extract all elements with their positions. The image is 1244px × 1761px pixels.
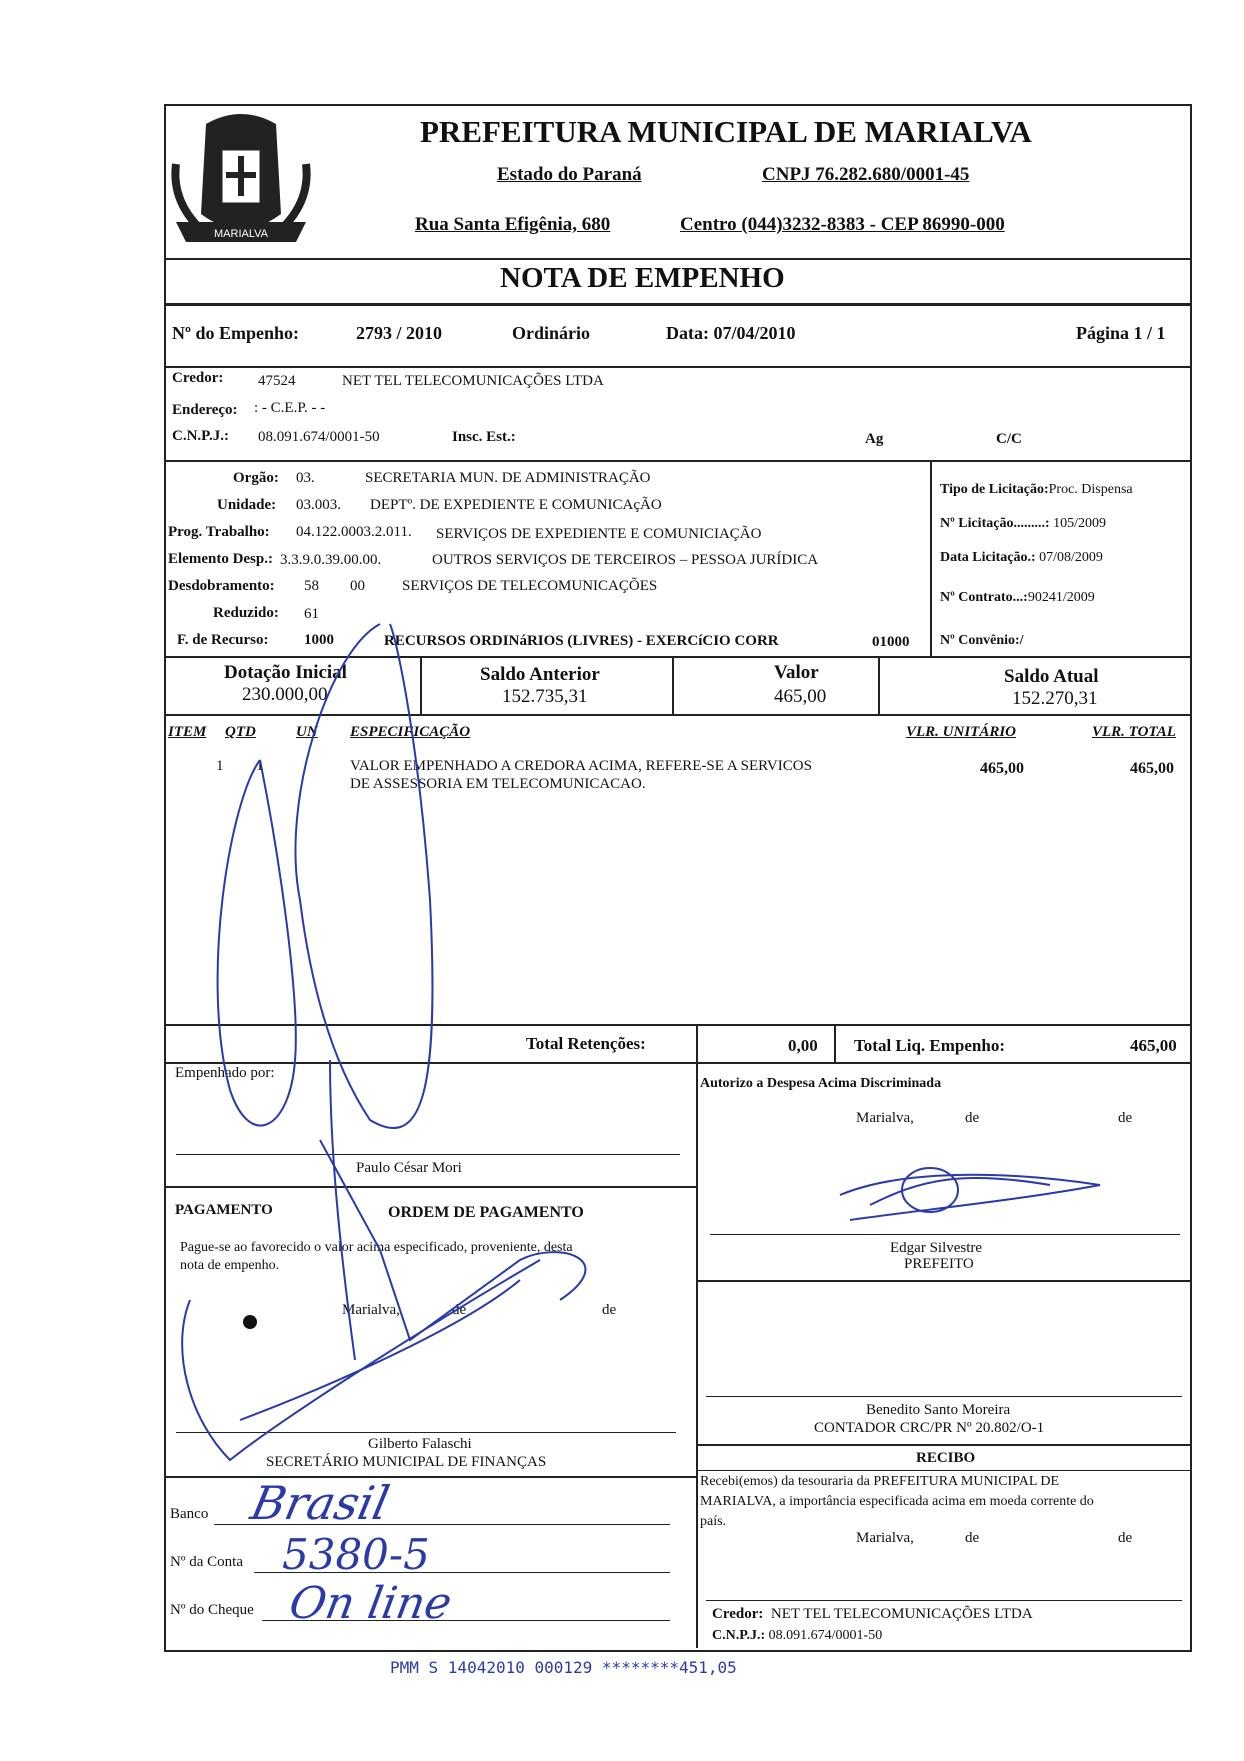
header-state: Estado do Paraná bbox=[497, 164, 642, 185]
account-label: C/C bbox=[996, 431, 1022, 447]
retencoes-label: Total Retenções: bbox=[526, 1034, 646, 1053]
recibo-credor: Credor: NET TEL TELECOMUNICAÇÕES LTDA bbox=[712, 1606, 1033, 1622]
cnpj-value: 08.091.674/0001-50 bbox=[258, 429, 380, 445]
prog-label: Prog. Trabalho: bbox=[168, 524, 270, 540]
elemento-name: OUTROS SERVIÇOS DE TERCEIROS – PESSOA JURÍDICA bbox=[432, 552, 819, 568]
credor-name: NET TEL TELECOMUNICAÇÕES LTDA bbox=[342, 373, 604, 389]
agency-label: Ag bbox=[865, 431, 884, 447]
header-title: PREFEITURA MUNICIPAL DE MARIALVA bbox=[420, 114, 1032, 149]
saldo-anterior-label: Saldo Anterior bbox=[480, 664, 600, 685]
empenhado-name: Paulo César Mori bbox=[356, 1160, 462, 1176]
pagamento-city: Marialva, bbox=[342, 1302, 400, 1318]
recibo-de1: de bbox=[965, 1530, 980, 1546]
orgao-code: 03. bbox=[296, 470, 315, 486]
autorizo-de1: de bbox=[965, 1110, 980, 1126]
col-un: UN bbox=[296, 724, 318, 740]
unidade-name: DEPTº. DE EXPEDIENTE E COMUNICAçÃO bbox=[370, 497, 662, 513]
empenho-number: 2793 / 2010 bbox=[356, 323, 443, 343]
reduzido-label: Reduzido: bbox=[213, 605, 279, 621]
saldo-atual-value: 152.270,31 bbox=[1012, 688, 1098, 709]
address-label: Endereço: bbox=[172, 402, 238, 418]
item-unit-value: 465,00 bbox=[980, 760, 1024, 777]
licitacao-numero: Nº Licitação.........: 105/2009 bbox=[940, 516, 1106, 531]
empenhado-label: Empenhado por: bbox=[175, 1065, 275, 1081]
conta-handwritten: 5380-5 bbox=[282, 1530, 430, 1579]
cheque-label: Nº do Cheque bbox=[170, 1602, 254, 1618]
prefeito-role: PREFEITO bbox=[904, 1256, 974, 1272]
col-total-value: VLR. TOTAL bbox=[1092, 724, 1176, 740]
recibo-city: Marialva, bbox=[856, 1530, 914, 1546]
item-desc-line1: VALOR EMPENHADO A CREDORA ACIMA, REFERE-SE A SERVICOS bbox=[350, 758, 812, 774]
orgao-label: Orgão: bbox=[233, 470, 279, 486]
autorizo-de2: de bbox=[1118, 1110, 1133, 1126]
valor-label: Valor bbox=[774, 662, 819, 683]
licitacao-tipo: Tipo de Licitação:Proc. Dispensa bbox=[940, 482, 1133, 497]
recibo-de2: de bbox=[1118, 1530, 1133, 1546]
liq-empenho-value: 465,00 bbox=[1130, 1036, 1177, 1055]
retencoes-value: 0,00 bbox=[788, 1036, 818, 1055]
reduzido-value: 61 bbox=[304, 606, 319, 622]
svg-text:MARIALVA: MARIALVA bbox=[214, 228, 268, 240]
unidade-code: 03.003. bbox=[296, 497, 341, 513]
dotacao-label: Dotação Inicial bbox=[224, 662, 347, 683]
empenho-label: Nº do Empenho: bbox=[172, 323, 299, 343]
credor-code: 47524 bbox=[258, 373, 296, 389]
recibo-text3: país. bbox=[700, 1514, 727, 1529]
header-address: Rua Santa Efigênia, 680 bbox=[415, 214, 611, 235]
item-number: 1 bbox=[216, 758, 224, 774]
recurso-code: 1000 bbox=[304, 632, 334, 648]
desdobramento-label: Desdobramento: bbox=[168, 578, 275, 594]
col-item: ITEM bbox=[168, 724, 207, 740]
address-value: : - C.E.P. - - bbox=[254, 400, 326, 416]
recibo-text2: MARIALVA, a importância especificada acima em moeda corrente do bbox=[700, 1494, 1094, 1509]
orgao-name: SECRETARIA MUN. DE ADMINISTRAÇÃO bbox=[365, 470, 651, 486]
page-number: Página 1 / 1 bbox=[1076, 323, 1166, 343]
banco-label: Banco bbox=[170, 1506, 209, 1522]
elemento-code: 3.3.9.0.39.00.00. bbox=[280, 552, 382, 568]
licitacao-convenio: Nº Convênio:/ bbox=[940, 633, 1024, 648]
licitacao-data: Data Licitação.: 07/08/2009 bbox=[940, 550, 1103, 565]
col-especificacao: ESPECIFICAÇÃO bbox=[350, 724, 471, 740]
autorizo-city: Marialva, bbox=[856, 1110, 914, 1126]
contador-name: Benedito Santo Moreira bbox=[866, 1402, 1011, 1418]
item-desc-line2: DE ASSESSORIA EM TELECOMUNICACAO. bbox=[350, 776, 646, 792]
insc-est-label: Insc. Est.: bbox=[452, 429, 516, 445]
credor-label: Credor: bbox=[172, 370, 224, 386]
recibo-text1: Recebi(emos) da tesouraria da PREFEITURA MUNICIPAL DE bbox=[700, 1474, 1060, 1489]
header-address2: Centro (044)3232-8383 - CEP 86990-000 bbox=[680, 214, 1005, 235]
prefeito-name: Edgar Silvestre bbox=[890, 1240, 983, 1256]
saldo-anterior-value: 152.735,31 bbox=[502, 686, 588, 707]
col-unit-value: VLR. UNITÁRIO bbox=[906, 724, 1017, 740]
recibo-title: RECIBO bbox=[916, 1450, 976, 1466]
item-total-value: 465,00 bbox=[1130, 760, 1174, 777]
liq-empenho-label: Total Liq. Empenho: bbox=[854, 1036, 1005, 1055]
pagamento-title: PAGAMENTO bbox=[175, 1202, 273, 1218]
ordem-pagamento-title: ORDEM DE PAGAMENTO bbox=[388, 1204, 584, 1221]
banco-handwritten: Brasil bbox=[246, 1476, 394, 1530]
recurso-code2: 01000 bbox=[872, 634, 910, 650]
valor-value: 465,00 bbox=[774, 686, 827, 707]
empenho-date: Data: 07/04/2010 bbox=[666, 323, 796, 343]
city-crest-logo bbox=[166, 104, 316, 256]
licitacao-contrato: Nº Contrato...:90241/2009 bbox=[940, 590, 1095, 605]
recibo-cnpj: C.N.P.J.: 08.091.674/0001-50 bbox=[712, 1628, 883, 1643]
document-title: NOTA DE EMPENHO bbox=[500, 262, 785, 294]
prog-code: 04.122.0003.2.011. bbox=[296, 524, 412, 540]
desdobramento-name: SERVIÇOS DE TELECOMUNICAÇÕES bbox=[402, 578, 658, 594]
pagamento-text2: nota de empenho. bbox=[180, 1258, 280, 1273]
cheque-handwritten: On line bbox=[285, 1578, 456, 1629]
pagamento-de2: de bbox=[602, 1302, 617, 1318]
payment-stamp: PMM S 14042010 000129 ********451,05 bbox=[390, 1658, 737, 1677]
secretario-name: Gilberto Falaschi bbox=[368, 1436, 472, 1452]
recurso-name: RECURSOS ORDINáRIOS (LIVRES) - EXERCíCIO CORR bbox=[384, 633, 779, 649]
prog-name: SERVIÇOS DE EXPEDIENTE E COMUNICIAÇÃO bbox=[436, 526, 762, 542]
elemento-label: Elemento Desp.: bbox=[168, 551, 273, 567]
saldo-atual-label: Saldo Atual bbox=[1004, 666, 1099, 687]
secretario-role: SECRETÁRIO MUNICIPAL DE FINANÇAS bbox=[266, 1454, 547, 1470]
pagamento-de1: de bbox=[452, 1302, 467, 1318]
autorizo-label: Autorizo a Despesa Acima Discriminada bbox=[700, 1076, 942, 1091]
desdobramento-sub: 00 bbox=[350, 578, 365, 594]
desdobramento-code: 58 bbox=[304, 578, 319, 594]
col-qtd: QTD bbox=[225, 724, 256, 740]
cnpj-label: C.N.P.J.: bbox=[172, 428, 229, 444]
empenho-type: Ordinário bbox=[512, 323, 591, 343]
recurso-label: F. de Recurso: bbox=[177, 632, 269, 648]
header-cnpj: CNPJ 76.282.680/0001-45 bbox=[762, 164, 970, 185]
conta-label: Nº da Conta bbox=[170, 1554, 243, 1570]
unidade-label: Unidade: bbox=[217, 497, 277, 513]
contador-role: CONTADOR CRC/PR Nº 20.802/O-1 bbox=[814, 1420, 1045, 1436]
dotacao-value: 230.000,00 bbox=[242, 684, 328, 705]
item-qtd: 1 bbox=[256, 758, 264, 774]
pagamento-text1: Pague-se ao favorecido o valor acima especificado, proveniente, desta bbox=[180, 1240, 573, 1255]
